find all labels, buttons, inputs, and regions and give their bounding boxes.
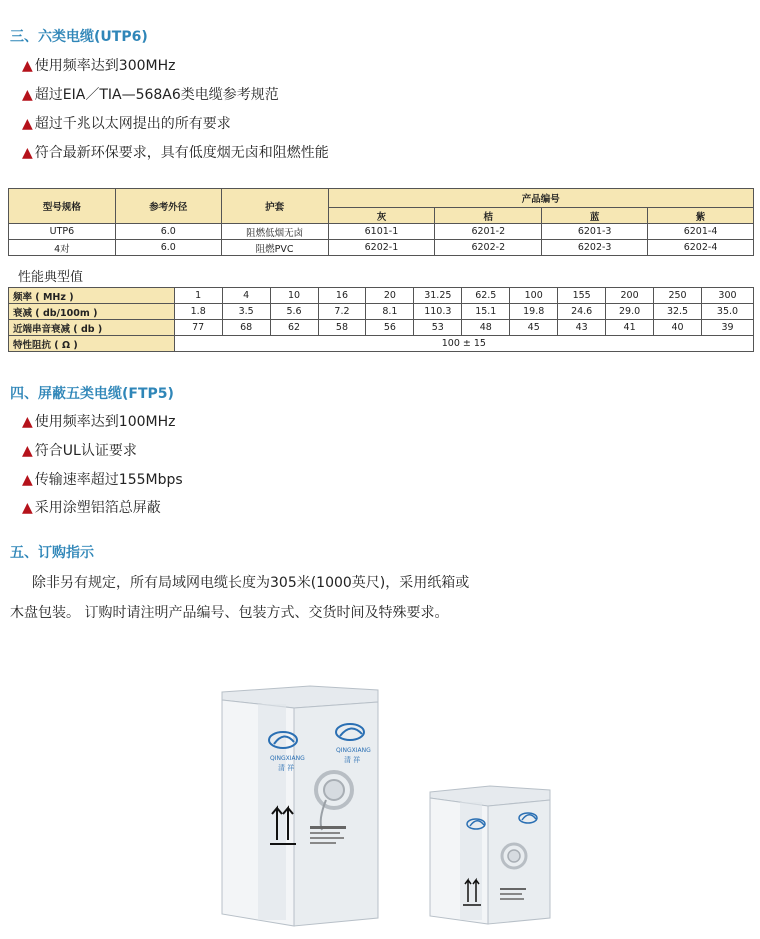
triangle-icon: ▲ [22, 145, 33, 161]
table-cell: 39 [701, 320, 753, 336]
bullet-item: ▲ 使用频率达到300MHz [22, 58, 176, 74]
table-cell: 56 [366, 320, 414, 336]
table-cell: 20 [366, 288, 414, 304]
bullet-item: ▲ 符合最新环保要求，具有低度烟无卤和阻燃性能 [22, 145, 329, 161]
table-cell: 6.0 [115, 224, 221, 240]
table-cell: 62.5 [462, 288, 510, 304]
bullet-item: ▲ 使用频率达到100MHz [22, 414, 176, 430]
table-cell: 77 [174, 320, 222, 336]
table-cell: 45 [510, 320, 558, 336]
table-cell: 8.1 [366, 304, 414, 320]
table-cell: 4对 [9, 240, 116, 256]
table-cell: 40 [654, 320, 702, 336]
table-cell: 10 [270, 288, 318, 304]
table-cell: 6201-4 [648, 224, 754, 240]
table-cell: 58 [318, 320, 366, 336]
table-cell: 110.3 [414, 304, 462, 320]
order-paragraph-line2: 木盘包装。 订购时请注明产品编号、包装方式、交货时间及特殊要求。 [10, 605, 449, 621]
brand-text: QINGXIANG [270, 755, 305, 762]
large-box [222, 686, 378, 926]
row-label: 特性阻抗 ( Ω ) [9, 336, 175, 352]
color-header-cell: 灰 [328, 208, 435, 224]
bullet-item: ▲ 采用涂塑铝箔总屏蔽 [22, 500, 161, 516]
table-cell: 6201-2 [435, 224, 542, 240]
row-label: 频率 ( MHz ) [9, 288, 175, 304]
table-cell: 6.0 [115, 240, 221, 256]
impedance-value: 100 ± 15 [174, 336, 753, 352]
table-cell: 1 [174, 288, 222, 304]
section-5-title: 五、订购指示 [10, 545, 94, 561]
table-cell: 6202-2 [435, 240, 542, 256]
table-cell: 24.6 [558, 304, 606, 320]
table-cell: 29.0 [606, 304, 654, 320]
brand-text: QINGXIANG [336, 747, 371, 754]
color-header-cell: 桔 [435, 208, 542, 224]
table-cell: 3.5 [222, 304, 270, 320]
triangle-icon: ▲ [22, 414, 33, 430]
table-cell: 15.1 [462, 304, 510, 320]
table-cell: 250 [654, 288, 702, 304]
table-cell: 6202-1 [328, 240, 435, 256]
bullet-item: ▲ 传输速率超过155Mbps [22, 472, 183, 488]
row-label: 衰减 ( db/100m ) [9, 304, 175, 320]
table-cell: 1.8 [174, 304, 222, 320]
table-cell: 5.6 [270, 304, 318, 320]
table-cell: 31.25 [414, 288, 462, 304]
table-cell: 200 [606, 288, 654, 304]
table-cell: 19.8 [510, 304, 558, 320]
table-cell: 41 [606, 320, 654, 336]
table-cell: 155 [558, 288, 606, 304]
header-cell: 型号规格 [9, 189, 116, 224]
table-cell: 6201-3 [542, 224, 648, 240]
triangle-icon: ▲ [22, 443, 33, 459]
bullet-item: ▲ 超过千兆以太网提出的所有要求 [22, 116, 231, 132]
triangle-icon: ▲ [22, 58, 33, 74]
header-cell: 护套 [221, 189, 328, 224]
small-box [430, 786, 550, 924]
table-cell: 53 [414, 320, 462, 336]
table-cell: 100 [510, 288, 558, 304]
bullet-item: ▲ 符合UL认证要求 [22, 443, 137, 459]
triangle-icon: ▲ [22, 472, 33, 488]
perf-title: 性能典型值 [18, 270, 84, 285]
table-cell: UTP6 [9, 224, 116, 240]
bullet-item: ▲ 超过EIA／TIA—568A6类电缆参考规范 [22, 87, 279, 103]
section-3-title: 三、六类电缆(UTP6) [10, 29, 148, 45]
table-cell: 48 [462, 320, 510, 336]
triangle-icon: ▲ [22, 116, 33, 132]
order-paragraph-line1: 除非另有规定，所有局域网电缆长度为305米(1000英尺)，采用纸箱或 [32, 575, 470, 591]
brand-cn-text: 清 祥 [278, 764, 295, 772]
table-cell: 43 [558, 320, 606, 336]
section-4-title: 四、屏蔽五类电缆(FTP5) [10, 386, 174, 402]
brand-cn-text: 清 祥 [344, 756, 361, 764]
header-cell: 产品编号 [328, 189, 753, 208]
table-cell: 16 [318, 288, 366, 304]
table-cell: 6202-4 [648, 240, 754, 256]
table-cell: 62 [270, 320, 318, 336]
table-cell: 32.5 [654, 304, 702, 320]
table-cell: 阻燃低烟无卤 [221, 224, 328, 240]
row-label: 近端串音衰减 ( db ) [9, 320, 175, 336]
table-cell: 68 [222, 320, 270, 336]
color-header-cell: 紫 [648, 208, 754, 224]
triangle-icon: ▲ [22, 500, 33, 516]
table-cell: 6101-1 [328, 224, 435, 240]
table-cell: 300 [701, 288, 753, 304]
table-cell: 阻燃PVC [221, 240, 328, 256]
header-cell: 参考外径 [115, 189, 221, 224]
triangle-icon: ▲ [22, 87, 33, 103]
table-cell: 35.0 [701, 304, 753, 320]
table-cell: 7.2 [318, 304, 366, 320]
table-cell: 6202-3 [542, 240, 648, 256]
table-cell: 4 [222, 288, 270, 304]
color-header-cell: 蓝 [542, 208, 648, 224]
